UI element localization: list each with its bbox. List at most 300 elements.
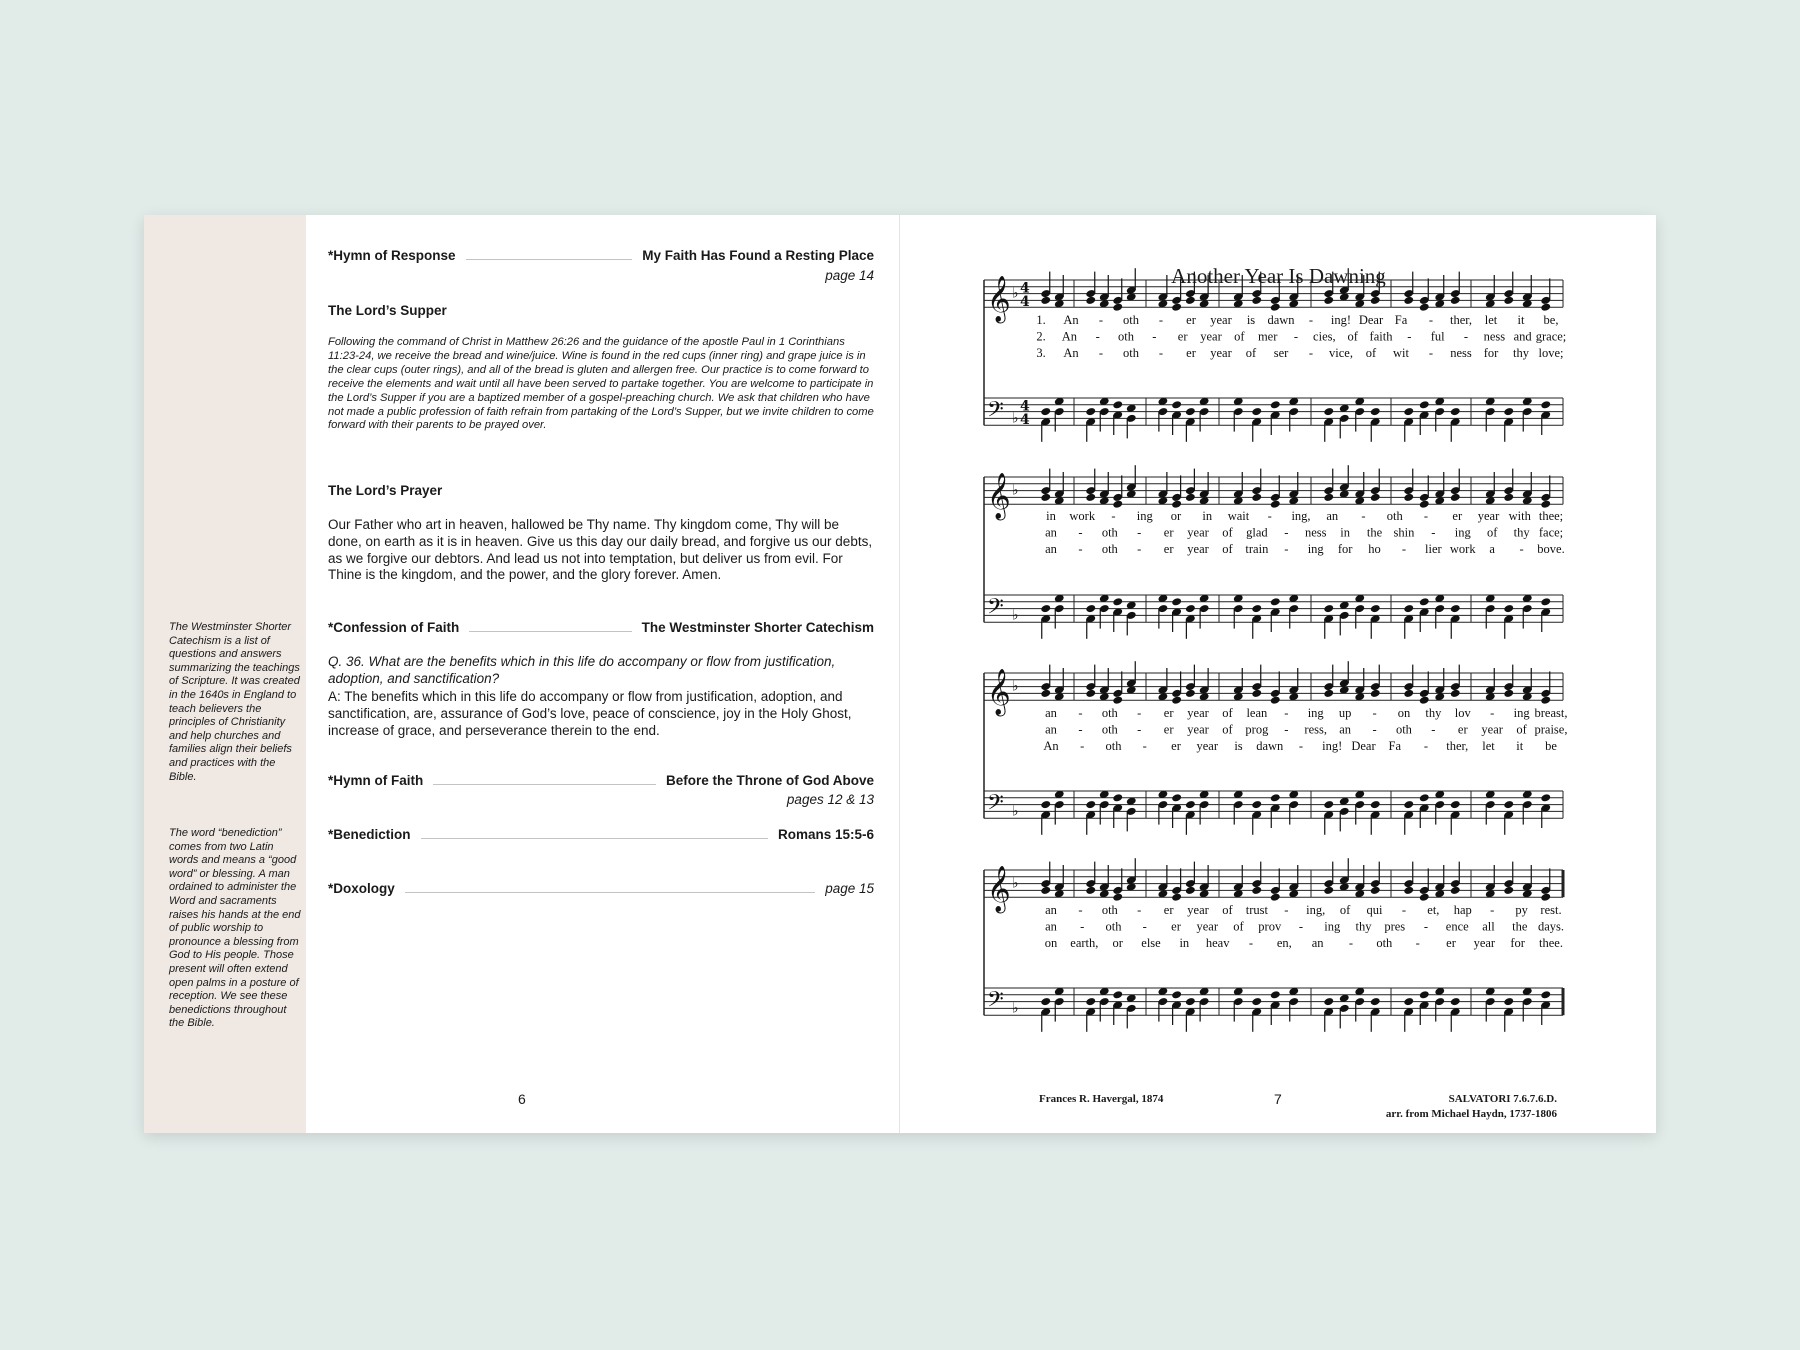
lords-prayer-text: Our Father who art in heaven, hallowed be Thy name. Thy kingdom come, Thy will be done, on earth as it is in heaven. Give us this day our daily bread, and forgive us our debts, as we forgive our debtors. And lead us not into temptation, but deliver us from evil. For Thine is the kingdom, and the power, and the glory forever. Amen. xyxy=(328,517,873,583)
hymn-of-response-row xyxy=(328,248,874,263)
lyric-syllable: rest. xyxy=(1540,903,1562,917)
lyric-syllable: shin xyxy=(1393,525,1415,540)
note-head xyxy=(1323,296,1334,305)
lyric-syllable: up xyxy=(1338,706,1352,720)
lyric-syllable: lean xyxy=(1246,706,1268,720)
note-head xyxy=(1185,296,1196,305)
note-head xyxy=(1112,893,1123,902)
note-head xyxy=(1540,793,1551,802)
lyric-syllable: of xyxy=(1339,903,1351,917)
lyric-syllable: - xyxy=(1098,346,1104,360)
leader-line xyxy=(421,837,768,839)
lyric-syllable: bove. xyxy=(1537,542,1565,556)
lyric-syllable: on xyxy=(1044,936,1058,950)
page-number-left: 6 xyxy=(518,1091,526,1107)
lyric-syllable: oth xyxy=(1105,739,1122,753)
lyric-syllable: for xyxy=(1337,542,1353,556)
lyric-syllable: an xyxy=(1311,936,1324,950)
lyric-syllable: ing xyxy=(1324,919,1341,934)
note-head xyxy=(1270,303,1281,312)
time-signature: 4 xyxy=(1020,398,1030,415)
lyric-syllable: an xyxy=(1045,706,1057,720)
lyric-syllable: - xyxy=(1423,509,1429,523)
lyric-syllable: ence xyxy=(1445,919,1469,934)
note-head xyxy=(1270,400,1281,409)
note-head xyxy=(1085,407,1096,416)
lyric-syllable: prov xyxy=(1258,919,1282,934)
note-head xyxy=(1450,407,1461,416)
lyric-syllable: oth xyxy=(1118,329,1134,344)
lyric-syllable: ness xyxy=(1304,525,1327,540)
note-head xyxy=(1270,597,1281,606)
note-head xyxy=(1185,493,1196,502)
lyric-syllable: or xyxy=(1112,936,1123,950)
lyric-syllable: - xyxy=(1080,739,1085,753)
time-signature: 4 xyxy=(1020,294,1030,311)
note-head xyxy=(1419,696,1430,705)
confession-row xyxy=(328,620,874,635)
note-head xyxy=(1040,997,1051,1006)
bulletin-spread xyxy=(144,215,1656,1133)
lyric-syllable: - xyxy=(1308,313,1314,327)
lyric-syllable: - xyxy=(1158,313,1164,327)
note-head xyxy=(1540,990,1551,999)
lyric-syllable: - xyxy=(1428,313,1434,327)
lyric-syllable: pres xyxy=(1384,919,1406,934)
lyric-syllable: - xyxy=(1098,313,1104,327)
hymn-page xyxy=(901,215,1656,1133)
note-head xyxy=(1540,303,1551,312)
note-head xyxy=(1450,997,1461,1006)
note-head xyxy=(1251,800,1262,809)
lyric-syllable: let xyxy=(1482,739,1495,753)
note-head xyxy=(1251,493,1262,502)
note-head xyxy=(1185,997,1196,1006)
lyric-syllable: - xyxy=(1490,903,1495,917)
note-head xyxy=(1450,800,1461,809)
lyric-syllable: dawn xyxy=(1267,313,1295,327)
benediction-reference: Romans 15:5-6 xyxy=(777,827,874,842)
lyric-syllable: oth xyxy=(1386,509,1403,523)
lyric-syllable: - xyxy=(1401,903,1407,917)
lyric-syllable: er xyxy=(1452,509,1463,523)
lyric-syllable: thy xyxy=(1513,525,1530,540)
note-head xyxy=(1419,793,1430,802)
lyric-syllable: wit xyxy=(1393,346,1409,360)
lyric-syllable: ress, xyxy=(1304,722,1327,737)
lyric-syllable: - xyxy=(1078,542,1083,556)
lyric-syllable: er xyxy=(1163,722,1174,737)
lyric-syllable: for xyxy=(1510,936,1525,950)
doxology-row xyxy=(328,881,874,896)
note-head xyxy=(1171,793,1182,802)
lyric-syllable: work xyxy=(1069,509,1096,523)
lyric-syllable: - xyxy=(1284,903,1289,917)
lyric-syllable: year xyxy=(1196,919,1219,934)
note-head xyxy=(1085,493,1096,502)
lyric-syllable: glad xyxy=(1246,525,1268,540)
lyric-syllable: for xyxy=(1483,346,1499,360)
lyric-syllable: be xyxy=(1545,739,1557,753)
lyric-syllable: ing xyxy=(1136,509,1153,523)
key-signature-flat-icon: ♭ xyxy=(1012,285,1019,302)
lyric-syllable: er xyxy=(1186,313,1196,327)
lyric-syllable: year xyxy=(1187,722,1209,737)
hymn-of-faith-label: *Hymn of Faith xyxy=(328,773,424,788)
lyric-syllable: and xyxy=(1513,329,1532,344)
lyric-syllable: - xyxy=(1137,542,1142,556)
lyric-syllable: an xyxy=(1326,509,1339,523)
lyric-syllable: an xyxy=(1045,525,1057,540)
hymn-of-response-title: My Faith Has Found a Resting Place xyxy=(642,248,874,263)
lyric-syllable: ther, xyxy=(1449,313,1473,327)
lyric-syllable: ing! xyxy=(1322,739,1343,753)
lyric-syllable: a xyxy=(1489,542,1495,556)
benediction-row xyxy=(328,827,874,842)
note-head xyxy=(1112,400,1123,409)
lyric-syllable: - xyxy=(1284,542,1289,556)
note-head xyxy=(1323,407,1334,416)
note-head xyxy=(1323,689,1334,698)
note-head xyxy=(1370,997,1381,1006)
lyric-syllable: - xyxy=(1284,706,1289,720)
lyric-syllable: - xyxy=(1423,739,1429,753)
note-head xyxy=(1540,597,1551,606)
lords-prayer-heading: The Lord’s Prayer xyxy=(328,483,443,498)
note-head xyxy=(1370,407,1381,416)
lyric-syllable: the xyxy=(1366,525,1383,540)
doxology-label: *Doxology xyxy=(328,881,395,896)
note-head xyxy=(1085,997,1096,1006)
page-number-right: 7 xyxy=(1274,1091,1282,1107)
note-head xyxy=(1403,493,1414,502)
lyric-syllable: qui xyxy=(1366,903,1383,917)
lyric-syllable: else xyxy=(1141,936,1161,950)
leader-line xyxy=(469,630,631,632)
lyric-syllable: be, xyxy=(1543,313,1559,327)
bass-clef-icon: 𝄢 xyxy=(987,790,1004,821)
note-head xyxy=(1171,400,1182,409)
note-head xyxy=(1503,689,1514,698)
lyric-syllable: in xyxy=(1340,525,1350,540)
lyric-syllable: - xyxy=(1248,936,1254,950)
note-head xyxy=(1450,493,1461,502)
lyric-syllable: et, xyxy=(1427,903,1440,917)
lyric-syllable: love; xyxy=(1538,346,1564,360)
lyric-syllable: earth, xyxy=(1070,936,1099,950)
lyric-syllable: - xyxy=(1361,509,1366,523)
note-head xyxy=(1171,597,1182,606)
lyric-syllable: days. xyxy=(1537,919,1565,934)
lords-supper-text: Following the command of Christ in Matthew 26:26 and the guidance of the apostle Paul in 1 Corinthians 11:23-24, we receive the bread and wine/juice. Wine is found in the red cups (inner ring) and grape juice is in the clear cups (outer rings), and all of the bread is gluten and allergen free. Our practice is to come forward to receive the elements and wait until all have been served to partake together. You are welcome to participate in the Lord’s Supper if you are a baptized member of a gospel-preaching church. We ask that children who have not made a public profession of faith refrain from partaking of the Lord’s Supper, but we invite children to come forward with their parents to be prayed over. xyxy=(328,336,874,432)
lyric-syllable: - xyxy=(1142,919,1147,934)
note-head xyxy=(1112,990,1123,999)
lyric-syllable: it xyxy=(1517,313,1525,327)
lyric-syllable: oth xyxy=(1395,722,1412,737)
lyric-syllable: year xyxy=(1210,313,1232,327)
note-head xyxy=(1085,604,1096,613)
treble-clef-icon: 𝄞 xyxy=(987,473,1011,520)
lyric-syllable: er xyxy=(1171,919,1181,934)
note-head xyxy=(1251,604,1262,613)
lyric-syllable: - xyxy=(1407,329,1412,344)
note-head xyxy=(1419,500,1430,509)
lyric-syllable: - xyxy=(1308,346,1314,360)
treble-clef-icon: 𝄞 xyxy=(987,276,1011,323)
bass-clef-icon: 𝄢 xyxy=(987,987,1004,1018)
lyric-syllable: of xyxy=(1347,329,1358,344)
lyric-syllable: let xyxy=(1484,313,1498,327)
lyric-syllable: train xyxy=(1245,542,1269,556)
note-head xyxy=(1370,886,1381,895)
lyric-syllable: of xyxy=(1516,722,1527,737)
lyric-syllable: on xyxy=(1397,706,1411,720)
note-head xyxy=(1085,689,1096,698)
lyric-syllable: An xyxy=(1043,739,1059,753)
lyric-syllable: - xyxy=(1152,329,1157,344)
lyric-syllable: thy xyxy=(1425,706,1442,720)
lyric-syllable: an xyxy=(1045,903,1057,917)
note-head xyxy=(1085,800,1096,809)
note-head xyxy=(1503,296,1514,305)
note-head xyxy=(1450,886,1461,895)
lyric-syllable: work xyxy=(1449,542,1476,556)
hymn-of-response-page: page 14 xyxy=(825,268,874,283)
sidebar-notes xyxy=(144,215,306,1133)
hymn-author: Frances R. Havergal, 1874 xyxy=(1039,1093,1164,1105)
page-gutter xyxy=(899,215,900,1133)
lyric-syllable: it xyxy=(1516,739,1524,753)
note-head xyxy=(1323,997,1334,1006)
note-head xyxy=(1251,997,1262,1006)
lyric-syllable: ness xyxy=(1483,329,1506,344)
note-head xyxy=(1370,689,1381,698)
note-head xyxy=(1503,493,1514,502)
note-head xyxy=(1185,886,1196,895)
note-head xyxy=(1540,893,1551,902)
lyric-syllable: - xyxy=(1431,722,1436,737)
leader-line xyxy=(405,891,815,893)
lyric-syllable: - xyxy=(1415,936,1420,950)
lyric-syllable: vice, xyxy=(1329,346,1353,360)
hymn-arranger: arr. from Michael Haydn, 1737-1806 xyxy=(1385,1108,1557,1120)
lyric-syllable: ness xyxy=(1450,346,1472,360)
doxology-page: page 15 xyxy=(825,881,874,896)
lyric-syllable: ther, xyxy=(1446,739,1469,753)
lyric-syllable: thy xyxy=(1355,919,1372,934)
note-head xyxy=(1040,886,1051,895)
key-signature-flat-icon: ♭ xyxy=(1012,1000,1019,1017)
lyric-syllable: - xyxy=(1372,722,1377,737)
note-head xyxy=(1540,400,1551,409)
lyric-syllable: - xyxy=(1078,903,1083,917)
lyric-syllable: praise, xyxy=(1534,722,1568,737)
note-head xyxy=(1503,886,1514,895)
note-head xyxy=(1370,800,1381,809)
lyric-syllable: ing, xyxy=(1306,903,1326,917)
lyric-syllable: heav xyxy=(1205,936,1230,950)
note-head xyxy=(1171,990,1182,999)
catechism-answer: A: The benefits which in this life do accompany or flow from justification, adoption, and sanctification, are, assurance of God’s love, peace of conscience, joy in the Holy Ghost, increase of grace, and perseverance therein to the end. xyxy=(328,689,852,738)
note-head xyxy=(1503,604,1514,613)
note-head xyxy=(1540,500,1551,509)
confession-label: *Confession of Faith xyxy=(328,620,460,635)
hymn-score xyxy=(901,215,1656,1133)
lyric-syllable: - xyxy=(1284,525,1289,540)
note-head xyxy=(1251,296,1262,305)
note-head xyxy=(1419,303,1430,312)
lyric-syllable: - xyxy=(1401,542,1407,556)
lyric-syllable: oth xyxy=(1123,346,1139,360)
lyric-syllable: year xyxy=(1187,706,1209,720)
lyric-syllable: oth xyxy=(1101,706,1118,720)
lyric-syllable: prog xyxy=(1245,722,1269,737)
confession-title: The Westminster Shorter Catechism xyxy=(641,620,874,635)
note-head xyxy=(1419,400,1430,409)
sidebar-note-catechism: The Westminster Shorter Catechism is a list of questions and answers summarizing the teachings of Scripture. It was created in the 1640s in England to teach believers the principles of Christianity and help churches and families align their beliefs and practices with the Bible. xyxy=(169,621,300,783)
lyric-syllable: ing! xyxy=(1330,313,1352,327)
note-head xyxy=(1185,689,1196,698)
note-head xyxy=(1270,696,1281,705)
lyric-syllable: - xyxy=(1519,542,1524,556)
hymn-of-faith-title: Before the Throne of God Above xyxy=(665,773,874,788)
lyric-syllable: er xyxy=(1186,346,1196,360)
note-head xyxy=(1085,886,1096,895)
catechism-question: Q. 36. What are the benefits which in this life do accompany or flow from justification, adoption, and sanctification? xyxy=(328,654,836,686)
lyric-syllable: thee. xyxy=(1539,936,1563,950)
lyric-syllable: - xyxy=(1137,706,1142,720)
lyric-syllable: - xyxy=(1298,739,1304,753)
lyric-syllable: - xyxy=(1078,706,1083,720)
hymn-of-faith-pages: pages 12 & 13 xyxy=(786,792,874,807)
note-head xyxy=(1040,296,1051,305)
lyric-syllable: in xyxy=(1202,509,1213,523)
note-head xyxy=(1112,793,1123,802)
note-head xyxy=(1185,604,1196,613)
lyric-syllable: is xyxy=(1234,739,1243,753)
note-head xyxy=(1040,604,1051,613)
note-head xyxy=(1251,689,1262,698)
lyric-syllable: dawn xyxy=(1256,739,1284,753)
lyric-syllable: ful xyxy=(1430,329,1445,344)
note-head xyxy=(1040,493,1051,502)
lyric-syllable: 2. xyxy=(1036,329,1046,344)
lyric-syllable: ing xyxy=(1513,706,1530,720)
note-head xyxy=(1370,604,1381,613)
note-head xyxy=(1419,893,1430,902)
lyric-syllable: - xyxy=(1078,525,1083,540)
leader-line xyxy=(466,258,633,260)
lyric-syllable: er xyxy=(1163,706,1174,720)
bass-clef-icon: 𝄢 xyxy=(987,594,1004,625)
lyric-syllable: lov xyxy=(1454,706,1471,720)
lyric-syllable: year xyxy=(1196,739,1219,753)
lyric-syllable: thee; xyxy=(1538,509,1564,523)
lyric-syllable: er xyxy=(1171,739,1181,753)
lyric-syllable: en, xyxy=(1276,936,1292,950)
note-head xyxy=(1112,303,1123,312)
lyric-syllable: oth xyxy=(1101,722,1118,737)
note-head xyxy=(1185,407,1196,416)
note-head xyxy=(1323,886,1334,895)
lyric-syllable: - xyxy=(1348,936,1354,950)
note-head xyxy=(1040,407,1051,416)
lyric-syllable: wait xyxy=(1227,509,1250,523)
note-head xyxy=(1403,800,1414,809)
lyric-syllable: oth xyxy=(1105,919,1122,934)
note-head xyxy=(1323,493,1334,502)
lyric-syllable: ser xyxy=(1273,346,1289,360)
lyric-syllable: - xyxy=(1298,919,1304,934)
lyric-syllable: year xyxy=(1210,346,1232,360)
lyric-syllable: of xyxy=(1222,722,1233,737)
lyric-syllable: of xyxy=(1222,706,1233,720)
note-head xyxy=(1171,696,1182,705)
note-head xyxy=(1503,997,1514,1006)
note-head xyxy=(1503,407,1514,416)
note-head xyxy=(1040,800,1051,809)
note-head xyxy=(1270,793,1281,802)
lyric-syllable: year xyxy=(1200,329,1222,344)
lyric-syllable: of xyxy=(1233,919,1244,934)
note-head xyxy=(1270,500,1281,509)
note-head xyxy=(1270,893,1281,902)
lyric-syllable: oth xyxy=(1376,936,1393,950)
note-head xyxy=(1251,886,1262,895)
lyric-syllable: Fa xyxy=(1394,313,1408,327)
note-head xyxy=(1450,689,1461,698)
hymn-of-faith-row xyxy=(328,773,874,788)
note-head xyxy=(1403,407,1414,416)
note-head xyxy=(1171,500,1182,509)
lyric-syllable: of xyxy=(1486,525,1498,540)
lyric-syllable: er xyxy=(1163,525,1174,540)
lyric-syllable: oth xyxy=(1101,903,1118,917)
key-signature-flat-icon: ♭ xyxy=(1012,803,1019,820)
lyric-syllable: - xyxy=(1137,722,1142,737)
lyric-syllable: oth xyxy=(1101,542,1118,556)
sidebar-note-benediction: The word “benediction” comes from two Latin words and means a “good word” or blessing. A man ordained to administer the Word and sacraments raises his hands at the end of public worship to pronounce a blessing from God to His people. Those present will often extend open palms in a posture of reception. We see these benedictions throughout the Bible. xyxy=(169,827,301,1030)
key-signature-flat-icon: ♭ xyxy=(1012,482,1019,499)
time-signature: 4 xyxy=(1020,412,1030,429)
lords-supper-heading: The Lord’s Supper xyxy=(328,303,447,318)
lyric-syllable: year xyxy=(1481,722,1503,737)
key-signature-flat-icon: ♭ xyxy=(1012,607,1019,624)
lyric-syllable: of xyxy=(1245,346,1257,360)
lyric-syllable: er xyxy=(1163,542,1174,556)
lyric-syllable: grace; xyxy=(1535,329,1567,344)
lyric-syllable: - xyxy=(1137,903,1142,917)
lyric-syllable: - xyxy=(1431,525,1436,540)
lyric-syllable: - xyxy=(1428,346,1434,360)
lyric-syllable: Dear xyxy=(1351,739,1376,753)
note-head xyxy=(1403,997,1414,1006)
note-head xyxy=(1403,689,1414,698)
lyric-syllable: er xyxy=(1457,722,1468,737)
lyric-syllable: oth xyxy=(1123,313,1139,327)
lyric-syllable: year xyxy=(1473,936,1496,950)
bass-clef-icon: 𝄢 xyxy=(987,397,1004,428)
lyric-syllable: all xyxy=(1482,919,1495,934)
lyric-syllable: - xyxy=(1284,722,1289,737)
lyric-syllable: - xyxy=(1463,329,1469,344)
lyric-syllable: - xyxy=(1490,706,1495,720)
note-head xyxy=(1450,604,1461,613)
note-head xyxy=(1112,500,1123,509)
lyric-syllable: year xyxy=(1187,903,1209,917)
note-head xyxy=(1370,493,1381,502)
lyric-syllable: face; xyxy=(1538,525,1564,540)
